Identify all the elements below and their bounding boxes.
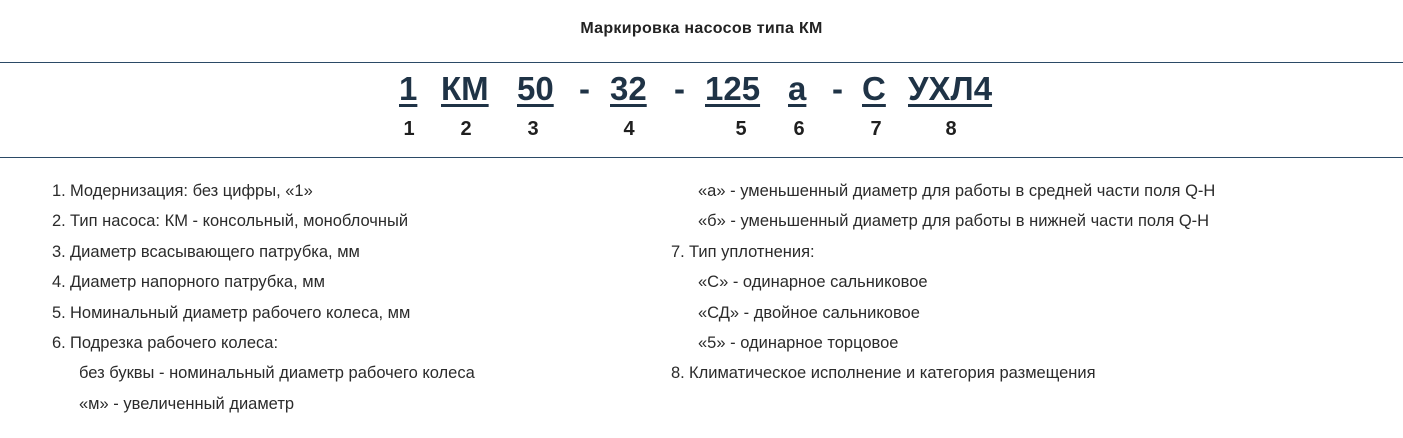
marking-number: 5: [735, 118, 747, 140]
marking-token-impeller-diameter: 125: [705, 70, 761, 107]
marking-number: 8: [945, 118, 957, 140]
marking-token-climate-category: УХЛ4: [908, 70, 993, 107]
legend-right-column: [671, 176, 1215, 389]
legend-item: 6. Подрезка рабочего колеса:: [52, 333, 279, 352]
legend-item: 7. Тип уплотнения:: [671, 242, 815, 261]
top-divider: [0, 62, 1403, 63]
marking-token-seal-type: С: [862, 70, 886, 107]
legend-item: 1. Модернизация: без цифры, «1»: [52, 182, 313, 200]
marking-scheme: [0, 70, 1403, 154]
marking-number: 7: [870, 118, 882, 140]
marking-number: 6: [793, 118, 805, 140]
marking-separator: -: [832, 70, 843, 107]
marking-number: 4: [623, 118, 635, 140]
bottom-divider: [0, 157, 1403, 158]
legend-item: 3. Диаметр всасывающего патрубка, мм: [52, 242, 360, 261]
legend-item: 4. Диаметр напорного патрубка, мм: [52, 273, 325, 292]
legend-subitem: «б» - уменьшенный диаметр для работы в нижней части поля Q-H: [698, 212, 1210, 231]
legend-subitem: «5» - одинарное торцовое: [698, 333, 899, 352]
legend-subitem: «С» - одинарное сальниковое: [698, 273, 928, 292]
legend-subitem: «СД» - двойное сальниковое: [698, 303, 920, 322]
marking-token-impeller-trim: а: [788, 70, 807, 107]
legend-item: 2. Тип насоса: КМ - консольный, моноблочный: [52, 212, 409, 231]
marking-token-discharge-diameter: 32: [610, 70, 647, 107]
marking-number: 1: [403, 118, 415, 140]
marking-number: 2: [460, 118, 472, 140]
legend-subitem: без буквы - номинальный диаметр рабочего колеса: [79, 364, 475, 383]
marking-token-suction-diameter: 50: [517, 70, 554, 107]
legend-item: 5. Номинальный диаметр рабочего колеса, мм: [52, 303, 411, 322]
marking-number: 3: [527, 118, 539, 140]
legend-left-column: [52, 176, 475, 419]
document-title: Маркировка насосов типа КМ: [580, 20, 823, 37]
legend-subitem: «а» - уменьшенный диаметр для работы в средней части поля Q-H: [698, 182, 1216, 200]
legend-subitem: «м» - увеличенный диаметр: [79, 394, 295, 413]
legend-item: 8. Климатическое исполнение и категория размещения: [671, 364, 1096, 383]
marking-token-pump-type: КМ: [441, 70, 489, 107]
marking-token-modernization: 1: [399, 70, 418, 107]
marking-separator: -: [579, 70, 590, 107]
marking-separator: -: [674, 70, 685, 107]
